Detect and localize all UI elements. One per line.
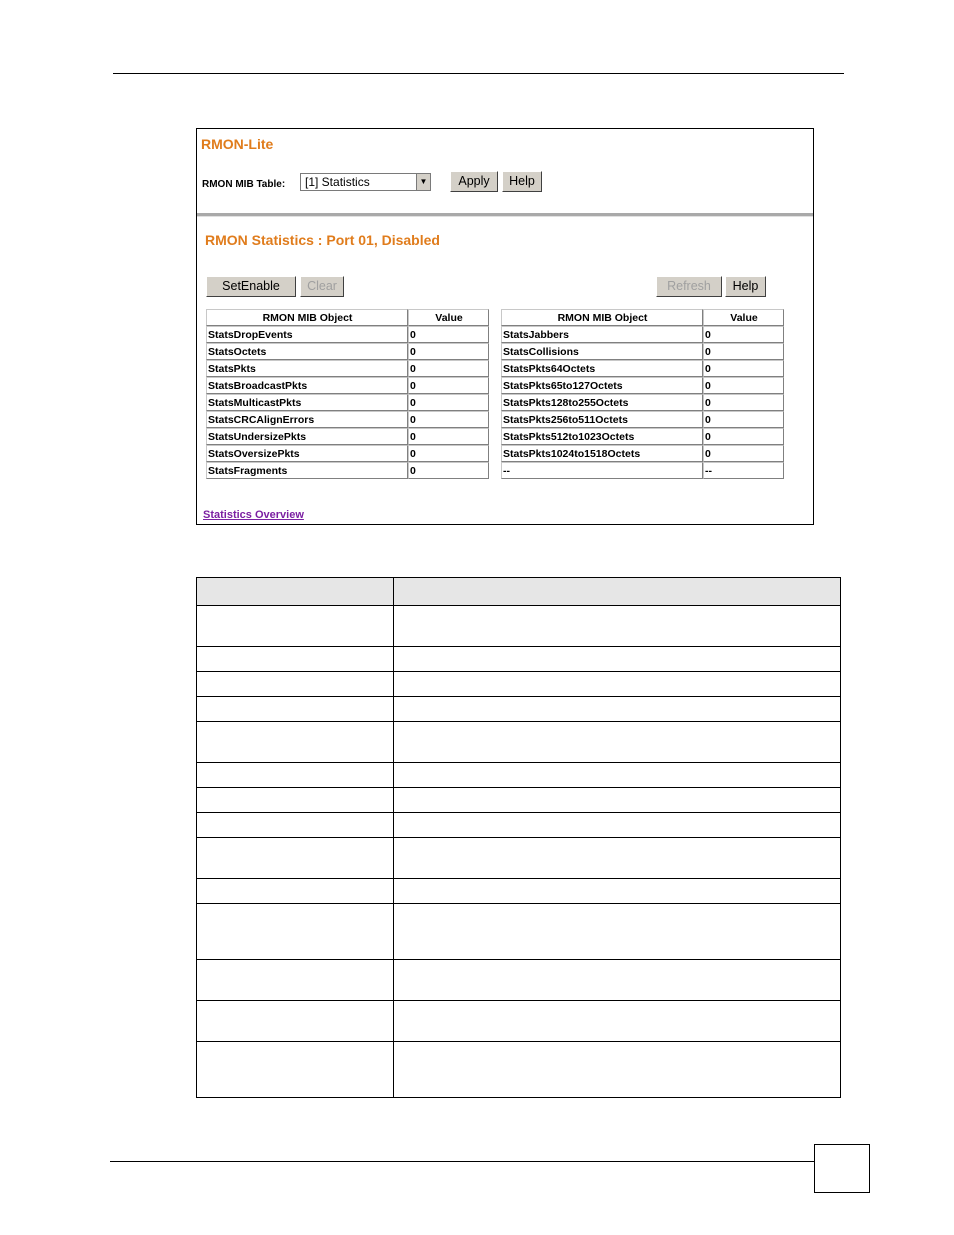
description-cell [394, 1042, 841, 1098]
column-header-object: RMON MIB Object [206, 309, 408, 326]
label-cell [197, 1042, 394, 1098]
table-row [206, 343, 489, 360]
label-cell [197, 647, 394, 672]
mib-value-cell: 0 [408, 377, 489, 394]
apply-button[interactable]: Apply [450, 171, 498, 192]
stats-title: RMON Statistics : Port 01, Disabled [205, 232, 440, 248]
description-row [197, 1001, 841, 1042]
table-row [501, 377, 784, 394]
label-cell [197, 960, 394, 1001]
mib-value-cell: 0 [408, 343, 489, 360]
mib-value-cell: 0 [408, 462, 489, 479]
header-rule [113, 73, 844, 74]
mib-object-cell: StatsCollisions [501, 343, 703, 360]
mib-object-cell: StatsCRCAlignErrors [206, 411, 408, 428]
mib-object-cell: StatsPkts64Octets [501, 360, 703, 377]
description-cell [394, 788, 841, 813]
description-row [197, 788, 841, 813]
mib-object-cell: StatsOctets [206, 343, 408, 360]
table-row [206, 377, 489, 394]
description-cell [394, 672, 841, 697]
mib-object-cell: StatsUndersizePkts [206, 428, 408, 445]
mib-table-select-value: [1] Statistics [305, 175, 370, 189]
mib-value-cell: 0 [703, 394, 784, 411]
description-row [197, 606, 841, 647]
mib-value-cell: 0 [703, 445, 784, 462]
chevron-down-icon[interactable]: ▼ [416, 174, 430, 190]
mib-value-cell: 0 [703, 428, 784, 445]
stats-table-right [501, 309, 784, 479]
set-enable-button[interactable]: SetEnable [206, 276, 296, 297]
table-row [206, 360, 489, 377]
description-row [197, 722, 841, 763]
mib-object-cell: StatsFragments [206, 462, 408, 479]
label-cell [197, 578, 394, 606]
table-row [501, 326, 784, 343]
table-row [206, 445, 489, 462]
column-header-value: Value [408, 309, 489, 326]
table-row [206, 394, 489, 411]
description-row [197, 960, 841, 1001]
mib-value-cell: 0 [408, 428, 489, 445]
label-cell [197, 722, 394, 763]
description-row [197, 879, 841, 904]
mib-value-cell: 0 [703, 360, 784, 377]
description-row [197, 672, 841, 697]
mib-value-cell: 0 [408, 326, 489, 343]
description-table [196, 577, 841, 1098]
label-cell [197, 672, 394, 697]
description-cell [394, 763, 841, 788]
panel-title: RMON-Lite [201, 136, 274, 152]
table-row [501, 394, 784, 411]
mib-object-cell: StatsPkts1024to1518Octets [501, 445, 703, 462]
description-row [197, 813, 841, 838]
page-number-box [814, 1144, 870, 1193]
mib-object-cell: StatsOversizePkts [206, 445, 408, 462]
table-row [206, 462, 489, 479]
description-cell [394, 647, 841, 672]
label-cell [197, 763, 394, 788]
description-row [197, 697, 841, 722]
table-row [501, 343, 784, 360]
rmon-lite-panel [196, 128, 814, 525]
description-cell [394, 578, 841, 606]
table-row [501, 428, 784, 445]
table-row [206, 428, 489, 445]
table-row [206, 326, 489, 343]
description-cell [394, 904, 841, 960]
description-row [197, 763, 841, 788]
mib-object-cell: StatsPkts65to127Octets [501, 377, 703, 394]
table-row [501, 462, 784, 479]
label-cell [197, 813, 394, 838]
mib-table-select[interactable] [300, 173, 431, 191]
table-row [501, 445, 784, 462]
mib-value-cell: 0 [408, 394, 489, 411]
mib-object-cell: -- [501, 462, 703, 479]
mib-value-cell: 0 [408, 360, 489, 377]
mib-value-cell: 0 [408, 445, 489, 462]
mib-object-cell: StatsBroadcastPkts [206, 377, 408, 394]
description-row [197, 647, 841, 672]
mib-object-cell: StatsDropEvents [206, 326, 408, 343]
description-row [197, 904, 841, 960]
mib-value-cell: 0 [408, 411, 489, 428]
column-header-object: RMON MIB Object [501, 309, 703, 326]
label-cell [197, 904, 394, 960]
statistics-overview-link[interactable]: Statistics Overview [203, 509, 304, 521]
section-divider [197, 213, 813, 217]
description-cell [394, 879, 841, 904]
mib-object-cell: StatsPkts [206, 360, 408, 377]
help-button-stats[interactable]: Help [725, 276, 766, 297]
table-row [501, 360, 784, 377]
mib-value-cell: 0 [703, 343, 784, 360]
mib-object-cell: StatsPkts256to511Octets [501, 411, 703, 428]
mib-table-label: RMON MIB Table: [202, 179, 286, 190]
mib-value-cell: -- [703, 462, 784, 479]
label-cell [197, 788, 394, 813]
mib-object-cell: StatsJabbers [501, 326, 703, 343]
clear-button[interactable]: Clear [300, 276, 344, 297]
description-header-row [197, 578, 841, 606]
label-cell [197, 697, 394, 722]
description-cell [394, 722, 841, 763]
mib-value-cell: 0 [703, 377, 784, 394]
label-cell [197, 1001, 394, 1042]
label-cell [197, 879, 394, 904]
label-cell [197, 838, 394, 879]
column-header-value: Value [703, 309, 784, 326]
description-row [197, 1042, 841, 1098]
description-cell [394, 838, 841, 879]
description-cell [394, 606, 841, 647]
mib-object-cell: StatsPkts128to255Octets [501, 394, 703, 411]
description-row [197, 838, 841, 879]
refresh-button[interactable]: Refresh [656, 276, 722, 297]
label-cell [197, 606, 394, 647]
description-cell [394, 960, 841, 1001]
stats-table-left [206, 309, 489, 479]
mib-value-cell: 0 [703, 411, 784, 428]
mib-object-cell: StatsPkts512to1023Octets [501, 428, 703, 445]
help-button-top[interactable]: Help [502, 171, 542, 192]
table-row [501, 411, 784, 428]
description-cell [394, 1001, 841, 1042]
description-cell [394, 813, 841, 838]
description-cell [394, 697, 841, 722]
table-row [206, 411, 489, 428]
mib-object-cell: StatsMulticastPkts [206, 394, 408, 411]
mib-value-cell: 0 [703, 326, 784, 343]
footer-rule [110, 1161, 815, 1162]
